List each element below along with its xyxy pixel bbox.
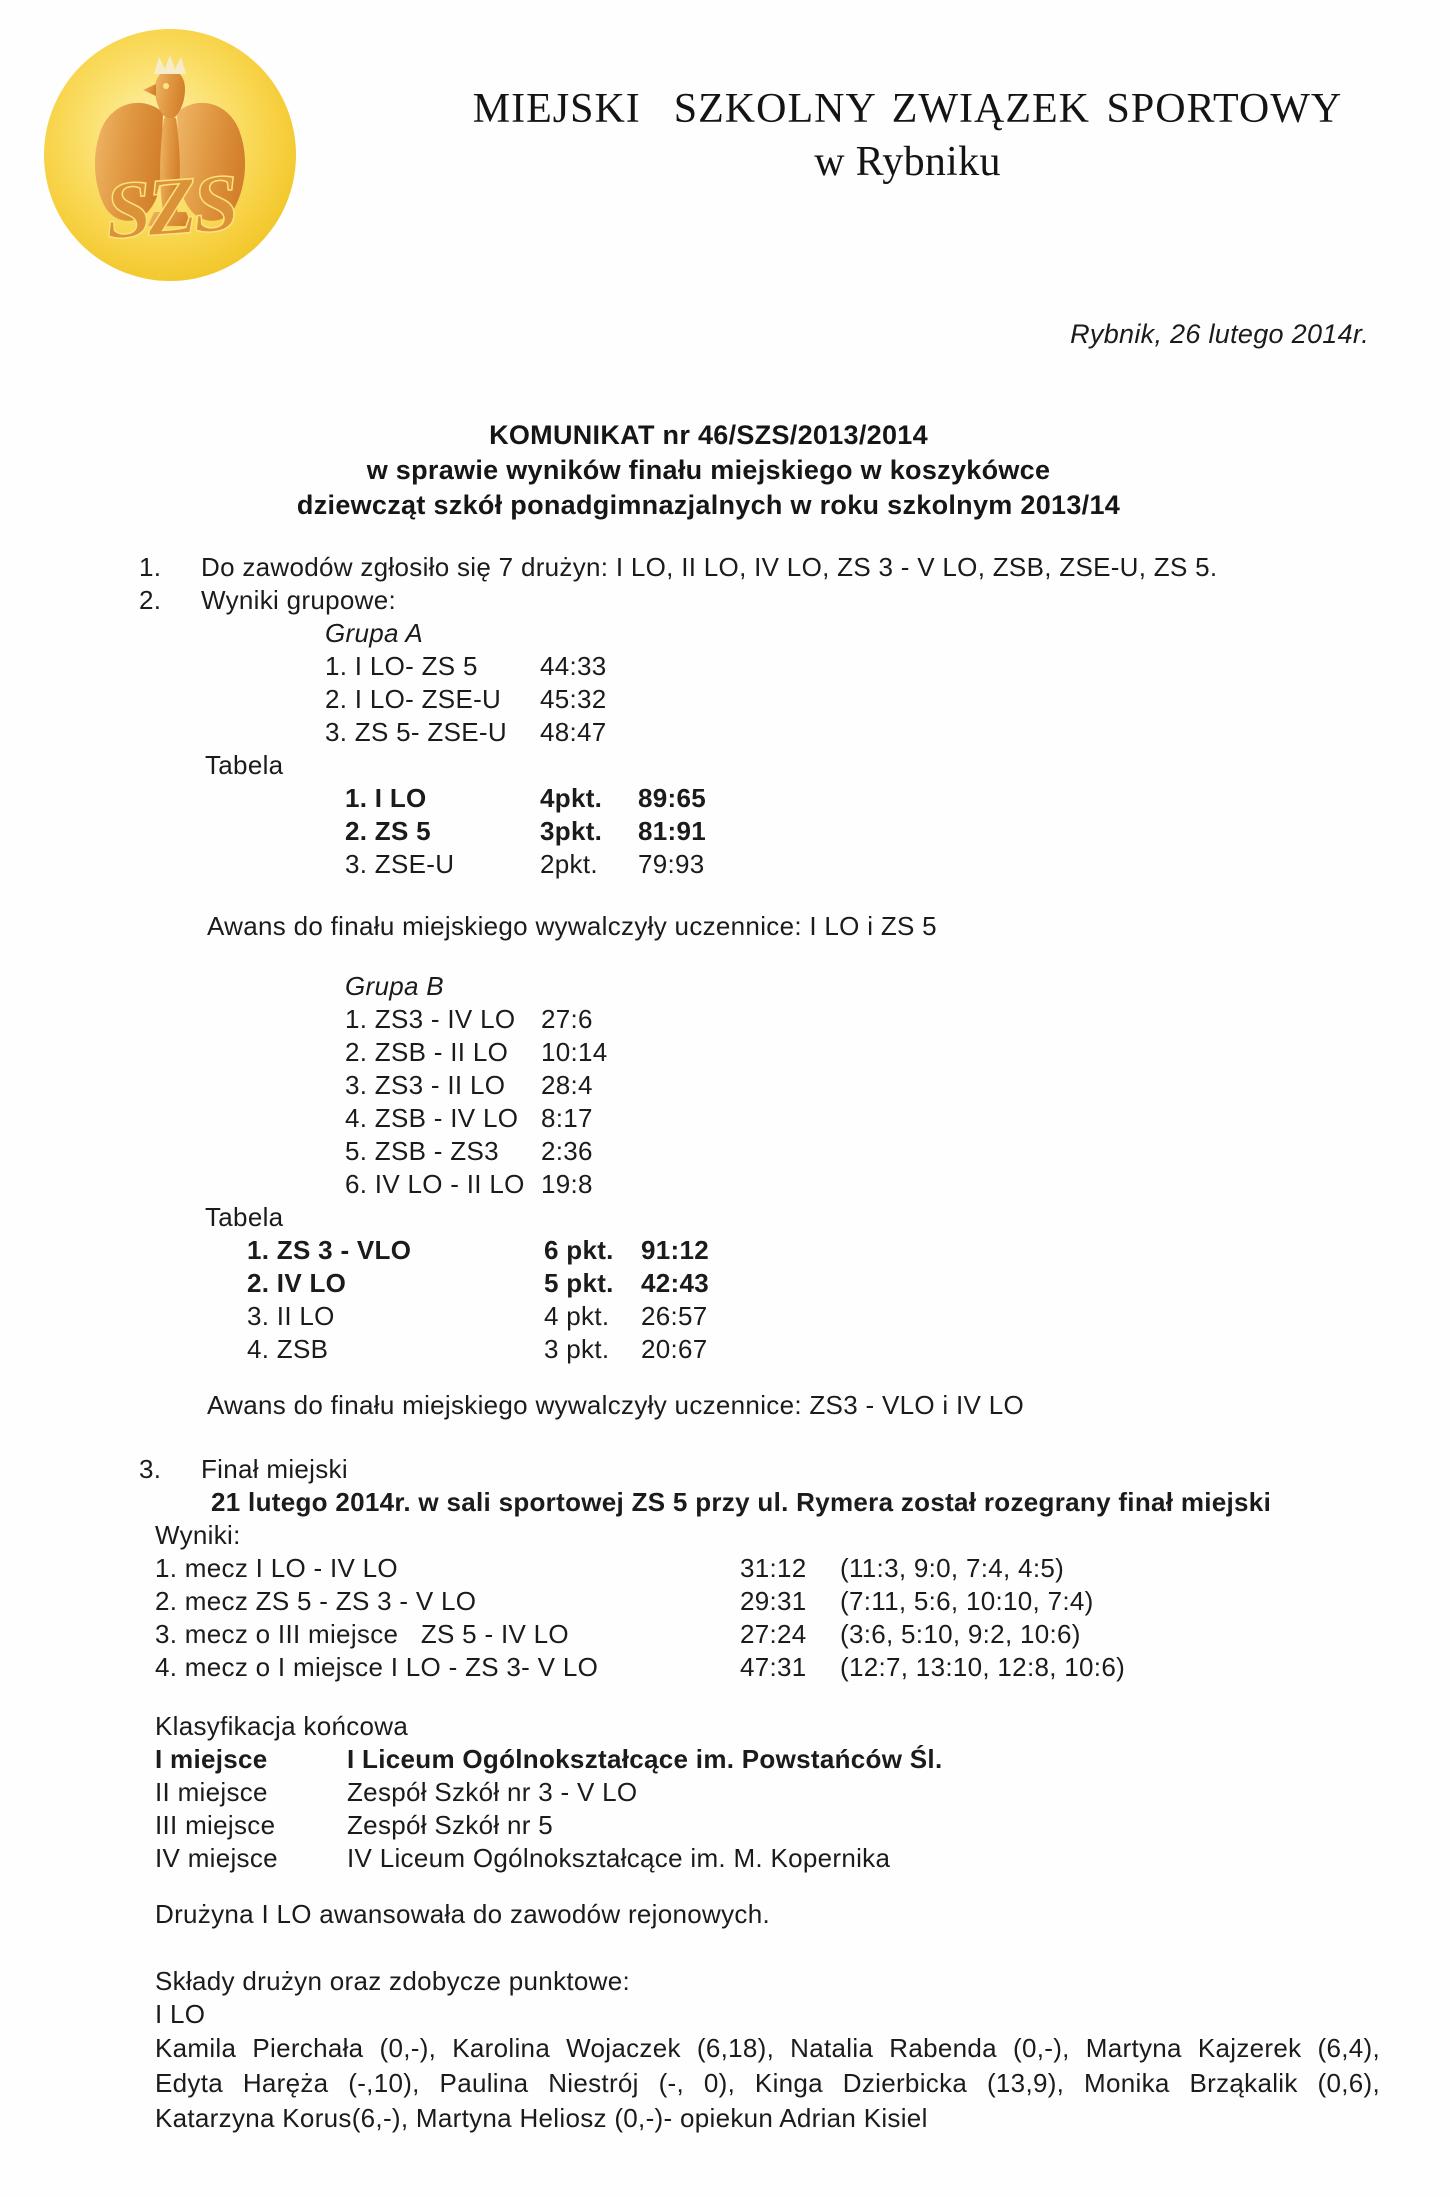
group-b-table-label: Tabela xyxy=(205,1202,284,1232)
place-label: IV miejsce xyxy=(155,1843,278,1873)
match-pair: 1. ZS3 - IV LO xyxy=(345,1004,516,1034)
group-b-match-row xyxy=(345,1069,1380,1102)
school-name: IV Liceum Ogólnokształcące im. M. Kopernika xyxy=(347,1843,891,1873)
list-item-teams xyxy=(139,551,1380,584)
group-b-match-row xyxy=(345,1135,1380,1168)
org-header xyxy=(435,0,1380,188)
match-pair: 3. ZS 5- ZSE-U xyxy=(325,717,507,747)
match-quarters: (3:6, 5:10, 9:2, 10:6) xyxy=(840,1619,1081,1649)
match-score: 47:31 xyxy=(740,1652,807,1682)
table-balance: 20:67 xyxy=(641,1334,708,1364)
group-b-table-row xyxy=(247,1333,1380,1366)
school-name: Zespół Szkół nr 5 xyxy=(347,1810,553,1840)
table-balance: 42:43 xyxy=(641,1268,709,1298)
table-points: 3 pkt. xyxy=(544,1334,610,1364)
table-points: 2pkt. xyxy=(540,849,598,879)
match-score: 31:12 xyxy=(740,1553,807,1583)
match-name: 3. mecz o III miejsce ZS 5 - IV LO xyxy=(155,1619,569,1649)
final-match-row xyxy=(155,1618,1380,1651)
table-balance: 91:12 xyxy=(641,1235,709,1265)
group-a-table-row xyxy=(345,782,1380,815)
classification-title: Klasyfikacja końcowa xyxy=(155,1711,409,1741)
group-b-match-row xyxy=(345,1102,1380,1135)
classification-row xyxy=(155,1776,1380,1809)
match-score: 27:24 xyxy=(740,1619,807,1649)
group-a-advance-note: Awans do finału miejskiego wywalczyły uczennice: I LO i ZS 5 xyxy=(207,911,937,941)
final-match-row xyxy=(155,1585,1380,1618)
table-points: 6 pkt. xyxy=(544,1235,614,1265)
match-name: 1. mecz I LO - IV LO xyxy=(155,1553,398,1583)
match-name: 2. mecz ZS 5 - ZS 3 - V LO xyxy=(155,1586,477,1616)
school-name: Zespół Szkół nr 3 - V LO xyxy=(347,1777,638,1807)
results-label: Wyniki: xyxy=(155,1520,241,1550)
match-score: 45:32 xyxy=(540,684,607,714)
match-pair: 3. ZS3 - II LO xyxy=(345,1070,506,1100)
group-a-match-row xyxy=(325,683,1380,716)
place-label: II miejsce xyxy=(155,1777,268,1807)
promotion-note: Drużyna I LO awansowała do zawodów rejonowych. xyxy=(155,1899,770,1929)
group-a-title: Grupa A xyxy=(325,618,423,648)
match-quarters: (12:7, 13:10, 12:8, 10:6) xyxy=(840,1652,1126,1682)
match-score: 48:47 xyxy=(540,717,607,747)
item-number: 2. xyxy=(139,585,162,615)
match-pair: 2. I LO- ZSE-U xyxy=(325,684,502,714)
communique-subject-2: dziewcząt szkół ponadgimnazjalnych w roku szkolnym 2013/14 xyxy=(296,490,1121,520)
roster-line: Kamila Pierchała (0,-), Karolina Wojaczek (6,18), Natalia Rabenda (0,-), Martyna Kajzerek (6,4), xyxy=(155,2033,1380,2063)
szs-logo xyxy=(42,26,298,284)
place-label: I miejsce xyxy=(155,1744,268,1774)
communique-heading xyxy=(155,418,1262,523)
table-balance: 26:57 xyxy=(641,1301,708,1331)
roster-line: Edyta Haręża (-,10), Paulina Niestrój (-, 0), Kinga Dzierbicka (13,9), Monika Brząkalik (0,6), xyxy=(155,2068,1380,2098)
rosters-title: Składy drużyn oraz zdobycze punktowe: xyxy=(155,1966,631,1996)
match-pair: 2. ZSB - II LO xyxy=(345,1037,509,1067)
table-points: 4pkt. xyxy=(540,783,603,813)
item-text: Finał miejski xyxy=(201,1454,348,1484)
match-pair: 4. ZSB - IV LO xyxy=(345,1103,519,1133)
match-score: 44:33 xyxy=(540,651,607,681)
match-quarters: (7:11, 5:6, 10:10, 7:4) xyxy=(840,1586,1094,1616)
final-intro-line: 21 lutego 2014r. w sali sportowej ZS 5 przy ul. Rymera został rozegrany finał miejski xyxy=(211,1487,1272,1517)
match-pair: 6. IV LO - II LO xyxy=(345,1169,525,1199)
group-b-advance-note: Awans do finału miejskiego wywalczyły uczennice: ZS3 - VLO i IV LO xyxy=(207,1390,1024,1420)
group-b-table-row xyxy=(247,1234,1380,1267)
final-match-row xyxy=(155,1651,1380,1684)
match-quarters: (11:3, 9:0, 7:4, 4:5) xyxy=(840,1553,1065,1583)
logo-letters: SZS xyxy=(102,156,238,257)
group-a-match-row xyxy=(325,650,1380,683)
match-score: 8:17 xyxy=(541,1103,593,1133)
eagle-eye xyxy=(163,83,169,89)
org-city: w Rybniku xyxy=(814,139,1001,185)
table-team: 2. IV LO xyxy=(247,1268,347,1298)
table-points: 5 pkt. xyxy=(544,1268,614,1298)
match-score: 2:36 xyxy=(541,1136,593,1166)
match-pair: 5. ZSB - ZS3 xyxy=(345,1136,499,1166)
group-b-match-row xyxy=(345,1168,1380,1201)
group-a-table-row xyxy=(345,815,1380,848)
match-name: 4. mecz o I miejsce I LO - ZS 3- V LO xyxy=(155,1652,599,1682)
roster-line: Katarzyna Korus(6,-), Martyna Heliosz (0,-)- opiekun Adrian Kisiel xyxy=(155,2103,928,2133)
table-balance: 79:93 xyxy=(638,849,705,879)
item-number: 1. xyxy=(139,552,162,582)
group-b-match-row xyxy=(345,1036,1380,1069)
place-label: III miejsce xyxy=(155,1810,276,1840)
table-team: 4. ZSB xyxy=(247,1334,329,1364)
item-text: Wyniki grupowe: xyxy=(201,585,397,615)
group-a-table-row xyxy=(345,848,1380,881)
communique-number: KOMUNIKAT nr 46/SZS/2013/2014 xyxy=(489,420,928,450)
table-points: 4 pkt. xyxy=(544,1301,610,1331)
classification-row xyxy=(155,1743,1380,1776)
group-a-table-label: Tabela xyxy=(205,750,284,780)
group-b-match-row xyxy=(345,1003,1380,1036)
match-score: 10:14 xyxy=(541,1037,608,1067)
school-name: I Liceum Ogólnokształcące im. Powstańców Śl. xyxy=(347,1744,943,1774)
match-score: 28:4 xyxy=(541,1070,593,1100)
table-team: 1. ZS 3 - VLO xyxy=(247,1235,412,1265)
table-points: 3pkt. xyxy=(540,816,603,846)
match-score: 27:6 xyxy=(541,1004,593,1034)
table-team: 2. ZS 5 xyxy=(345,816,431,846)
date-line: Rybnik, 26 lutego 2014r. xyxy=(1070,319,1369,349)
roster-team-name: I LO xyxy=(155,1999,206,2029)
list-item-final xyxy=(139,1453,1380,1486)
table-balance: 89:65 xyxy=(638,783,706,813)
group-a-match-row xyxy=(325,716,1380,749)
communique-subject-1: w sprawie wyników finału miejskiego w koszykówce xyxy=(366,455,1051,485)
item-text: Do zawodów zgłosiło się 7 drużyn: I LO, II LO, IV LO, ZS 3 - V LO, ZSB, ZSE-U, ZS 5. xyxy=(201,552,1218,582)
szs-logo-graphic xyxy=(42,26,298,284)
table-team: 1. I LO xyxy=(345,783,427,813)
match-score: 29:31 xyxy=(740,1586,807,1616)
org-name: MIEJSKI SZKOLNY ZWIĄZEK SPORTOWY xyxy=(472,86,1343,132)
crown-shape xyxy=(154,55,186,74)
final-match-row xyxy=(155,1552,1380,1585)
group-b-table-row xyxy=(247,1267,1380,1300)
classification-row xyxy=(155,1809,1380,1842)
table-balance: 81:91 xyxy=(638,816,706,846)
match-pair: 1. I LO- ZS 5 xyxy=(325,651,478,681)
group-b-table-row xyxy=(247,1300,1380,1333)
list-item-group-results xyxy=(139,584,1380,617)
match-score: 19:8 xyxy=(541,1169,593,1199)
table-team: 3. II LO xyxy=(247,1301,335,1331)
classification-row xyxy=(155,1842,1380,1875)
group-b-title: Grupa B xyxy=(345,971,444,1001)
item-number: 3. xyxy=(139,1454,162,1484)
table-team: 3. ZSE-U xyxy=(345,849,455,879)
